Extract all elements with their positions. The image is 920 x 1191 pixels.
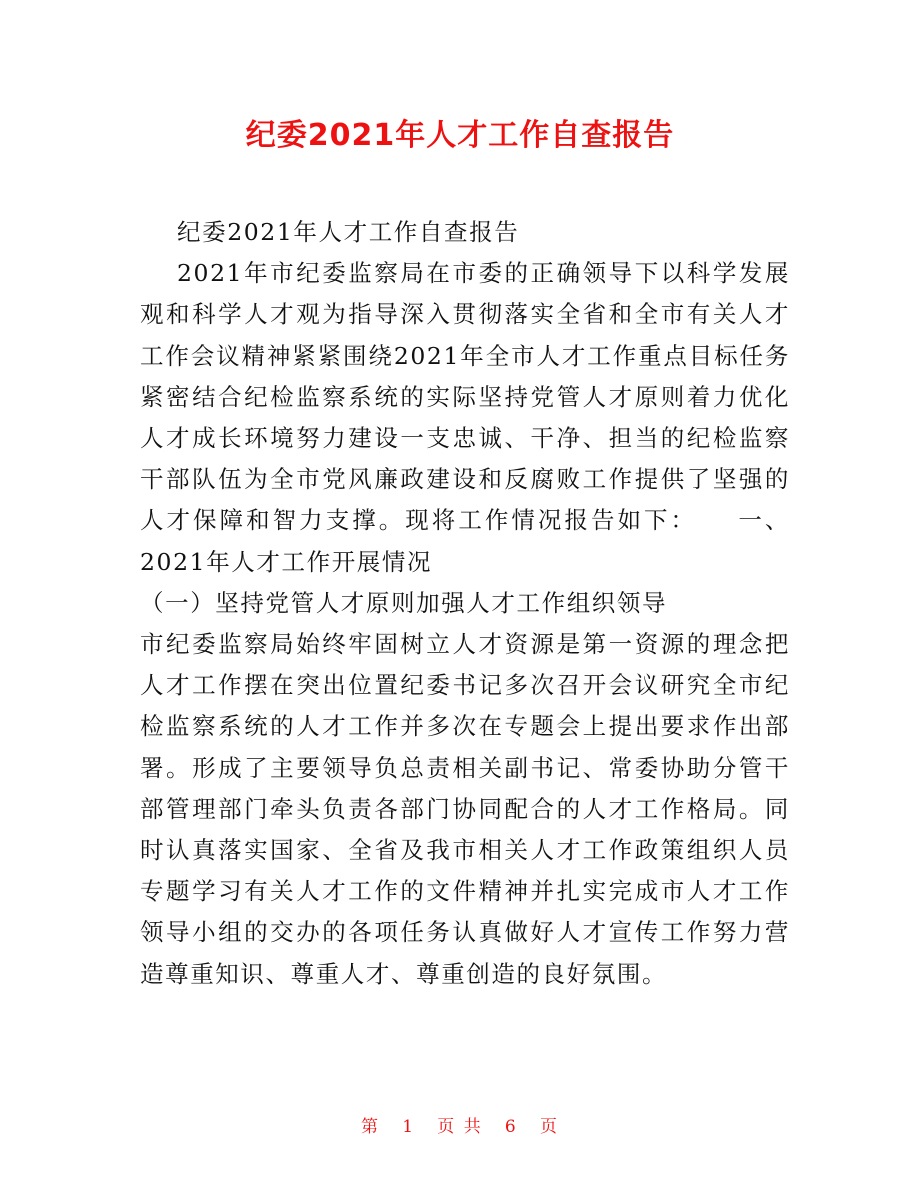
- footer-total-pages: 6: [504, 1117, 518, 1137]
- footer-page-number: 1: [402, 1117, 416, 1137]
- footer-suffix: 页: [539, 1117, 559, 1137]
- page-footer: [0, 1112, 920, 1137]
- paragraph-heading: 纪委2021年人才工作自查报告: [177, 218, 520, 246]
- document-body: [140, 212, 790, 995]
- paragraph-intro: 2021年市纪委监察局在市委的正确领导下以科学发展观和科学人才观为指导深入贯彻落实全省和全市有关人才工作会议精神紧紧围绕2021年全市人才工作重点目标任务紧密结合纪检监察系统的实际坚持党管人才原则着力优化人才成长环境努力建设一支忠诚、干净、担当的纪检监察干部队伍为全市党风廉政建设和反腐败工作提供了坚强的人才保障和智力支撑。现将工作情况报告如下： 一、2021年人才工作开展情况: [140, 259, 790, 576]
- footer-middle: 页 共: [437, 1117, 483, 1137]
- document-title: 纪委2021年人才工作自查报告: [245, 118, 675, 153]
- section-heading: （一）坚持党管人才原则加强人才工作组织领导: [140, 588, 668, 617]
- footer-prefix: 第: [361, 1117, 381, 1137]
- paragraph-body: 市纪委监察局始终牢固树立人才资源是第一资源的理念把人才工作摆在突出位置纪委书记多次召开会议研究全市纪检监察系统的人才工作并多次在专题会上提出要求作出部署。形成了主要领导负总责相关副书记、常委协助分管干部管理部门牵头负责各部门协同配合的人才工作格局。同时认真落实国家、全省及我市相关人才工作政策组织人员专题学习有关人才工作的文件精神并扎实完成市人才工作领导小组的交办的各项任务认真做好人才宣传工作努力营造尊重知识、尊重人才、尊重创造的良好氛围。: [140, 630, 790, 988]
